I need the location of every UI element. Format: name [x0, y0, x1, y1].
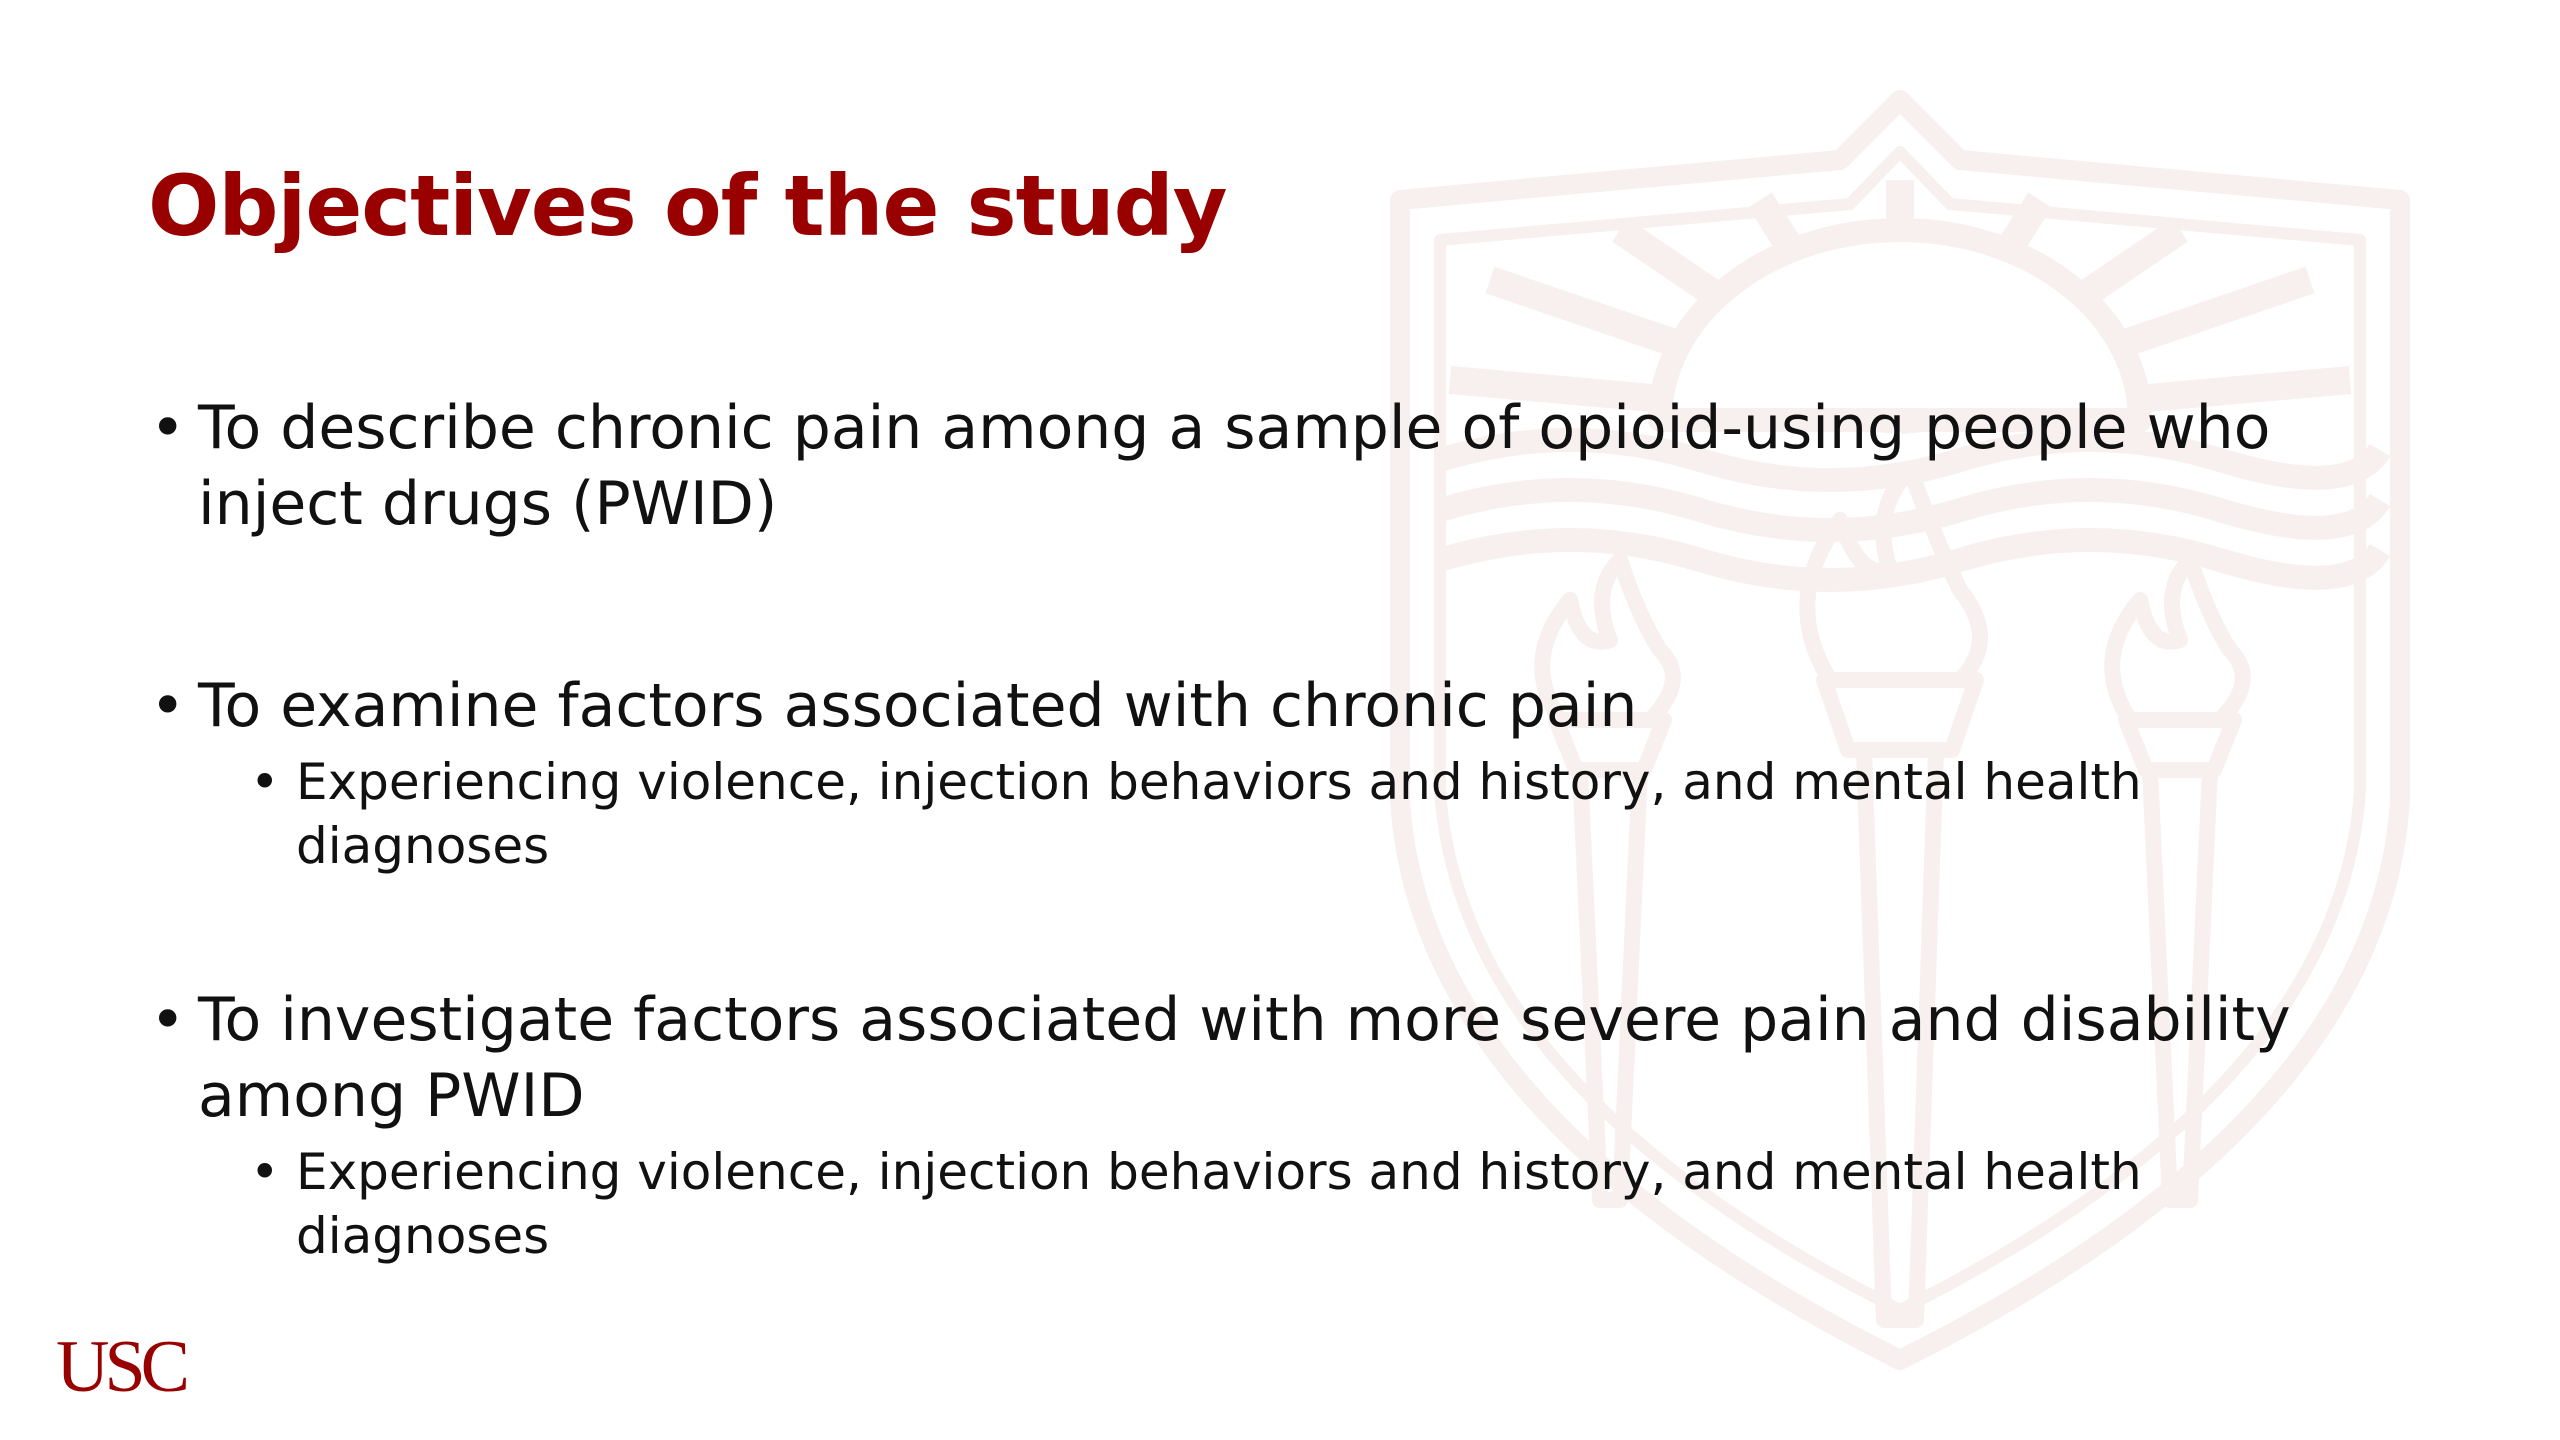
- sub-bullet-item-3-1: [246, 1140, 2398, 1268]
- bullet-marker: •: [150, 671, 186, 741]
- bullet-text: To describe chronic pain among a sample of opioid-using people who inject drugs (PWID): [198, 393, 2271, 539]
- sub-bullet-text: Experiencing violence, injection behaviors and history, and mental health diagnoses: [296, 753, 2142, 875]
- bullet-text: To investigate factors associated with more severe pain and disability among PWID: [198, 985, 2291, 1131]
- usc-logo: USC: [56, 1326, 185, 1408]
- bullet-item-3: [148, 982, 2398, 1134]
- bullet-marker: •: [150, 393, 186, 463]
- bullet-marker: •: [150, 985, 186, 1055]
- sub-bullet-item-2-1: [246, 750, 2398, 878]
- sub-bullet-marker: •: [250, 1143, 280, 1201]
- sub-bullet-text: Experiencing violence, injection behaviors and history, and mental health diagnoses: [296, 1143, 2142, 1265]
- bullet-list: [148, 390, 2398, 1268]
- bullet-item-2: [148, 668, 2398, 744]
- slide-title: Objectives of the study: [148, 157, 1227, 255]
- sub-bullet-marker: •: [250, 753, 280, 811]
- bullet-item-1: [148, 390, 2398, 542]
- bullet-text: To examine factors associated with chronic pain: [198, 671, 1638, 741]
